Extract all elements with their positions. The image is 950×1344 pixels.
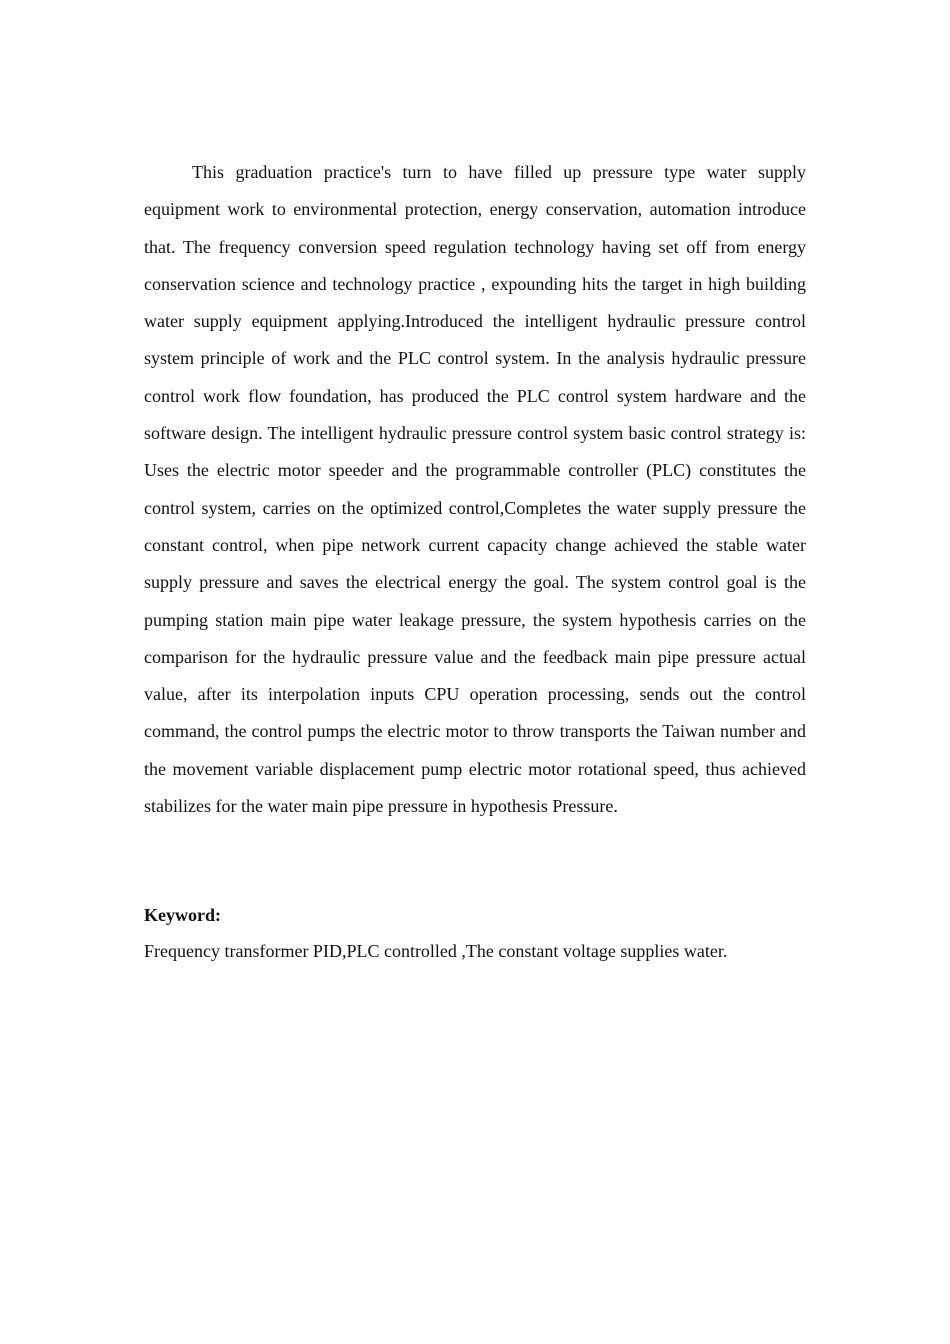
keyword-list: Frequency transformer PID,PLC controlled ,The constant voltage supplies water. xyxy=(144,941,728,961)
abstract-paragraph: This graduation practice's turn to have filled up pressure type water supply equipment work to environmental protection, energy conservation, automation introduce that. The frequency conversion speed regulation technology having set off from energy conservation science and technology practice , expounding hits the target in high building water supply equipment applying.Introduced the intelligent hydraulic pressure control system principle of work and the PLC control system. In the analysis hydraulic pressure control work flow foundation, has produced the PLC control system hardware and the software design. The intelligent hydraulic pressure control system basic control strategy is: Uses the electric motor speeder and the programmable controller (PLC) constitutes the control system, carries on the optimized control,Completes the water supply pressure the constant control, when pipe network current capacity change achieved the stable water supply pressure and saves the electrical energy the goal. The system control goal is the pumping station main pipe water leakage pressure, the system hypothesis carries on the comparison for the hydraulic pressure value and the feedback main pipe pressure actual value, after its interpolation inputs CPU operation processing, sends out the control command, the control pumps the electric motor to throw transports the Taiwan number and the movement variable displacement pump electric motor rotational speed, thus achieved stabilizes for the water main pipe pressure in hypothesis Pressure. xyxy=(144,162,806,817)
keyword-heading: Keyword: xyxy=(144,905,221,925)
